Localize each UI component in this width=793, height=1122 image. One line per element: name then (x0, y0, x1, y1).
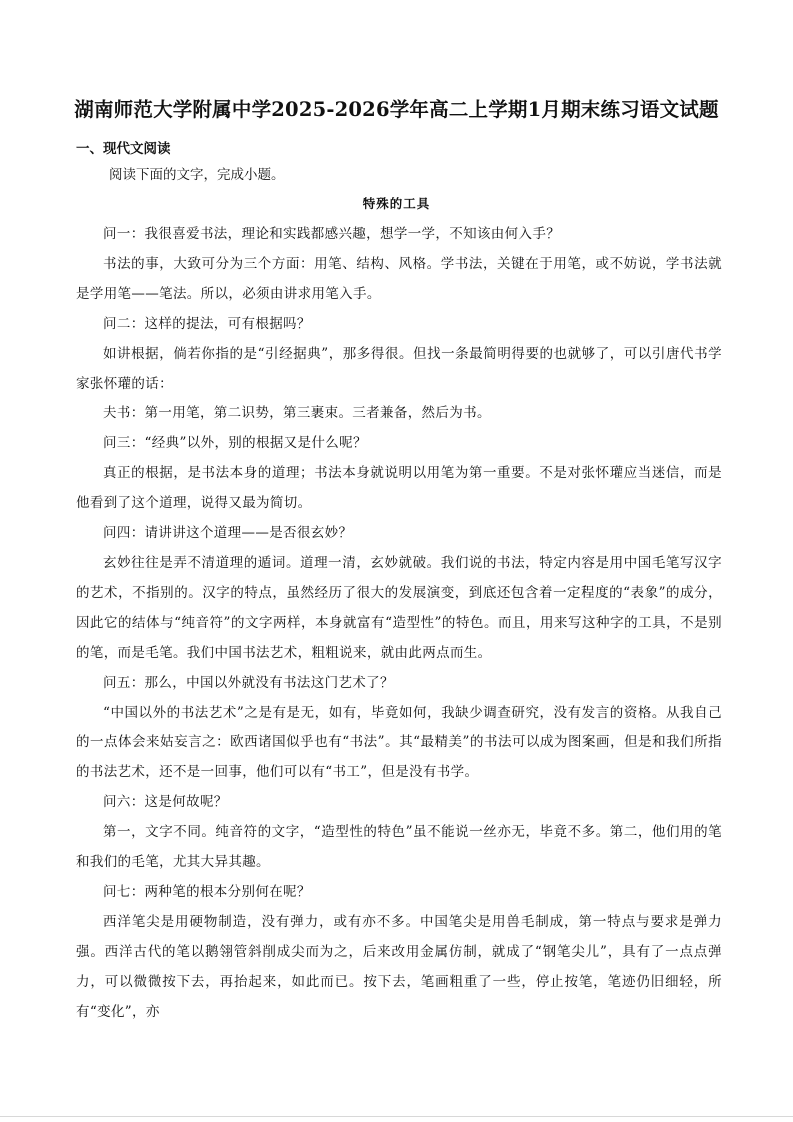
paragraph: 真正的根据，是书法本身的道理；书法本身就说明以用笔为第一重要。不是对张怀瓘应当迷信，而是他看到了这个道理，说得又最为简切。 (76, 465, 722, 512)
reading-instruction: 阅读下面的文字，完成小题。 (109, 167, 285, 183)
paragraph: “中国以外的书法艺术”之是有是无，如有，毕竟如何，我缺少调查研究，没有发言的资格。从我自己的一点体会来姑妄言之：欧西诸国似乎也有“书法”。其“最精美”的书法可以成为图案画，但是和我们所指的书法艺术，还不是一回事，他们可以有“书工”，但是没有书学。 (76, 704, 722, 781)
document-title: 湖南师范大学附属中学2025-2026学年高二上学期1月期末练习语文试题 (74, 98, 719, 121)
article-title: 特殊的工具 (362, 196, 431, 211)
paragraph: 夫书：第一用笔，第二识势，第三裹束。三者兼备，然后为书。 (103, 405, 491, 422)
paragraph: 玄妙往往是弄不清道理的遁词。道理一清，玄妙就破。我们说的书法，特定内容是用中国毛笔写汉字的艺术，不指别的。汉字的特点，虽然经历了很大的发展演变，到底还包含着一定程度的“表象”的成分，因此它的结体与“纯音符”的文字两样，本身就富有“造型性”的特色。而且，用来写这种字的工具，不是别的笔，而是毛笔。我们中国书法艺术，粗粗说来，就由此两点而生。 (76, 554, 722, 661)
paragraph: 第一，文字不同。纯音符的文字，“造型性的特色”虽不能说一丝亦无，毕竟不多。第二，他们用的笔和我们的毛笔，尤其大异其趣。 (76, 824, 722, 871)
paragraph: 西洋笔尖是用硬物制造，没有弹力，或有亦不多。中国笔尖是用兽毛制成，第一特点与要求是弹力强。西洋古代的笔以鹅翎管斜削成尖而为之，后来改用金属仿制，就成了“钢笔尖儿”，具有了一点点弹力，可以微微按下去，再抬起来，如此而已。按下去，笔画粗重了一些，停止按笔，笔迹仍旧细轻，所有“变化”，亦 (76, 913, 722, 1020)
paragraph: 问二：这样的提法，可有根据吗？ (103, 315, 311, 332)
article-body (76, 220, 722, 1027)
page-bottom-divider (0, 1116, 793, 1117)
paragraph: 问五：那么，中国以外就没有书法这门艺术了？ (103, 674, 394, 691)
paragraph: 问一：我很喜爱书法，理论和实践都感兴趣，想学一学，不知该由何入手？ (103, 226, 561, 242)
paragraph: 如讲根据，倘若你指的是“引经据典”，那多得很。但找一条最简明得要的也就够了，可以引唐代书学家张怀瓘的话： (76, 345, 722, 392)
paragraph: 问三：“经典”以外，别的根据又是什么呢？ (103, 435, 367, 452)
paragraph: 问四：请讲讲这个道理——是否很玄妙？ (103, 525, 353, 542)
paragraph: 问七：两种笔的根本分别何在呢？ (103, 883, 311, 900)
section-heading: 一、现代文阅读 (76, 141, 171, 157)
paragraph: 书法的事，大致可分为三个方面：用笔、结构、风格。学书法，关键在于用笔，或不妨说，学书法就是学用笔——笔法。所以，必须由讲求用笔入手。 (76, 255, 722, 302)
paragraph: 问六：这是何故呢？ (103, 794, 228, 811)
